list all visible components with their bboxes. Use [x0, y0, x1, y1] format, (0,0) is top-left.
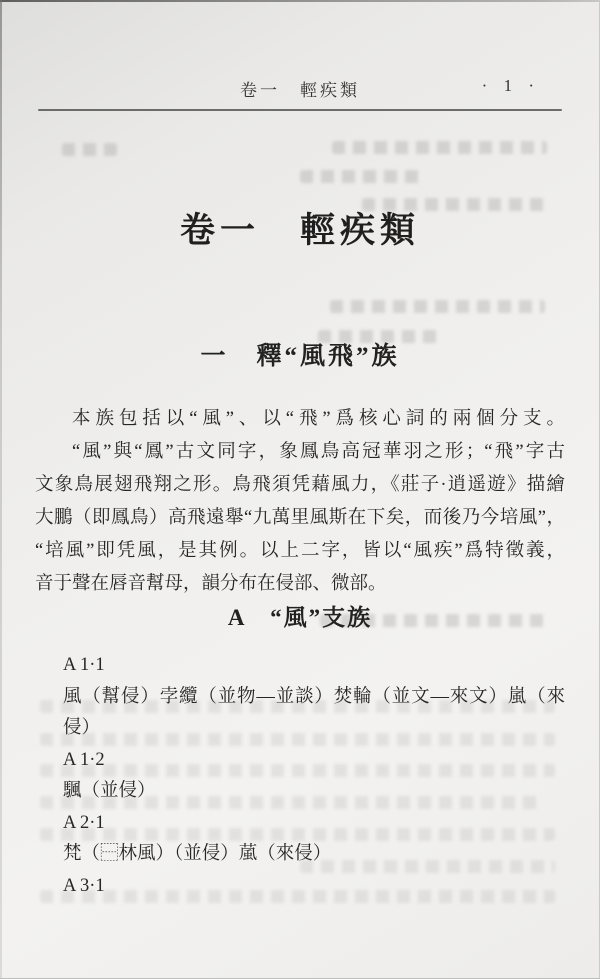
- entry-line: 風（幫侵）孛纜（並物—並談）焚輪（並文—來文）嵐（來: [63, 686, 565, 707]
- page-number: · 1 ·: [481, 76, 540, 95]
- body-line: 大鵬（即鳳鳥）高飛遠舉“九萬里風斯在下矣，而後乃今培風”，: [35, 508, 565, 528]
- bleedthrough-smudge: [62, 143, 117, 156]
- running-head: [38, 76, 562, 100]
- header-divider-rule: [38, 109, 562, 111]
- body-line: “風”與“鳳”古文同字，象鳳鳥高冠華羽之形；“飛”字古: [72, 442, 565, 462]
- bleedthrough-smudge: [300, 170, 422, 183]
- running-head-folio: 卷一 輕疾類: [240, 81, 360, 100]
- entry-line: 颿（並侵）: [63, 781, 156, 801]
- scan-edge-top: [0, 0, 600, 2]
- scan-edge-left: [0, 0, 2, 979]
- body-line: “培風”即凭風，是其例。以上二字，皆以“風疾”爲特徵義，: [35, 541, 565, 561]
- body-line: 音于聲在唇音幫母，韻分布在侵部、微部。: [35, 574, 387, 594]
- entry-number: A 2·1: [63, 812, 105, 833]
- entry-line: 侵）: [63, 718, 101, 738]
- entry-number: A 3·1: [63, 875, 105, 896]
- section-title: 一 釋“風飛”族: [200, 343, 400, 370]
- chapter-title: 卷一 輕疾類: [179, 211, 420, 250]
- subsection-title: A “風”支族: [227, 605, 373, 630]
- entry-line: 梵（⿱林風）（並侵）葻（來侵）: [63, 844, 332, 864]
- body-line: 本族包括以“風”、以“飛”爲核心詞的兩個分支。: [72, 409, 565, 429]
- bleedthrough-smudge: [332, 141, 547, 154]
- entry-list: [63, 650, 565, 902]
- body-paragraphs: [35, 403, 565, 601]
- body-line: 文象鳥展翅飛翔之形。鳥飛須凭藉風力，《莊子·逍遥遊》描繪: [35, 475, 565, 495]
- entry-number: A 1·1: [63, 655, 105, 675]
- bleedthrough-smudge: [330, 300, 545, 313]
- entry-number: A 1·2: [63, 749, 105, 770]
